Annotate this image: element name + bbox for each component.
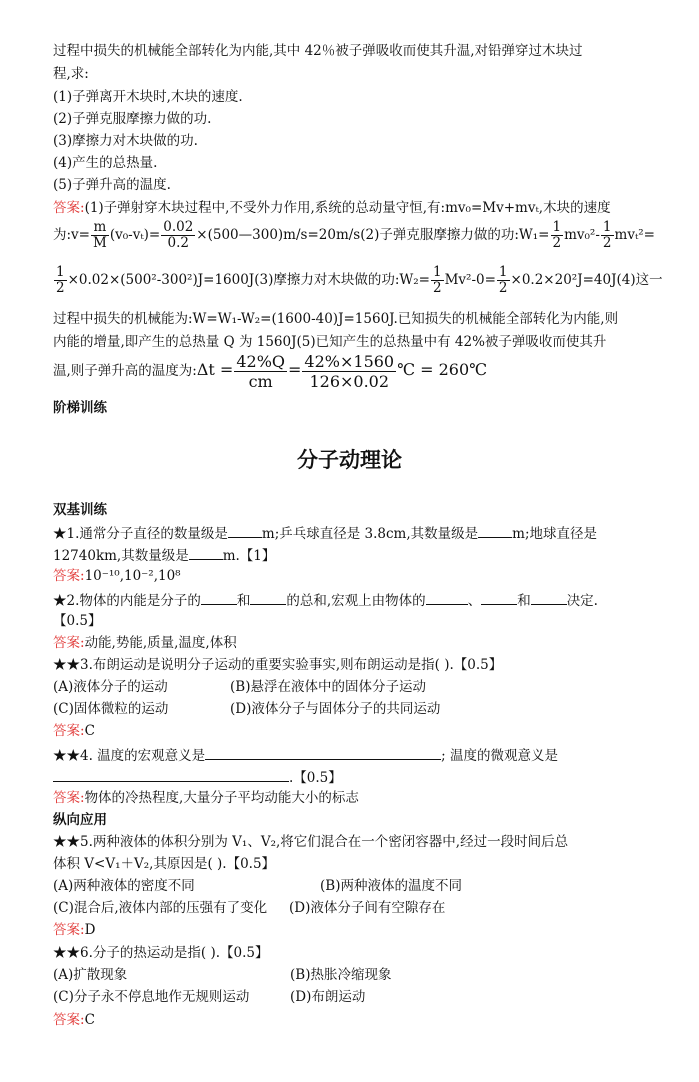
q6-options-row-1 [53,966,653,984]
q4-text-a: ★★4. 温度的宏观意义是 [53,748,206,764]
question-3: (3)摩擦力对木块做的功. [53,133,198,149]
fraction-half-1: $\frac{1}{2}$ [552,219,562,251]
section-apply-heading: 纵向应用 [53,812,107,828]
answer-text: 物体的冷热程度,大量分子平均动能大小的标志 [84,790,359,806]
answer-label: 答案: [53,1012,85,1028]
fraction-42q-over-cm: $\frac{42\%Q}{cm}$ [236,352,286,391]
chapter-title: 分子动理论 [297,448,402,472]
blank [201,590,237,605]
option-c: (C)固体微粒的运动 [53,701,169,717]
solution-line-3 [53,264,663,296]
fraction-half-5: $\frac{1}{2}$ [498,264,508,296]
q4-line-1 [53,745,653,765]
q2-text-a: ★2.物体的内能是分子的 [53,593,201,609]
q1-text-e: m.【1】 [222,548,276,564]
q4-line-2 [53,767,653,787]
q5-answer [53,921,653,939]
equals-sign: = [288,360,302,379]
q2-line-2: 【0.5】 [53,613,102,629]
q2-text-d: 、 [467,593,482,609]
section-basic-heading: 双基训练 [53,502,107,518]
q5-stem-2: 体积 V<V₁＋V₂,其原因是( ).【0.5】 [53,856,276,872]
option-d: (D)液体分子间有空隙存在 [289,900,446,916]
q1-answer [53,567,653,585]
option-d: (D)布朗运动 [290,989,366,1005]
q1-text-a: ★1.通常分子直径的数量级是 [53,526,228,542]
solution-text-1: (1)子弹射穿木块过程中,不受外力作用,系统的总动量守恒,有:mv₀=Mv+mvₜ,木块的速度 [84,200,611,216]
question-1: (1)子弹离开木块时,木块的速度. [53,89,243,105]
solution-w2-text: ×0.02×(500²-300²)J=1600J(3)摩擦力对木块做的功:W₂= [67,272,430,288]
q1-line-2 [53,545,653,565]
solution-w1-text: ×(500—300)m/s=20m/s(2)子弹克服摩擦力做的功:W₁= [196,227,550,243]
question-5: (5)子弹升高的温度. [53,177,171,193]
fraction-half-3: $\frac{1}{2}$ [56,264,65,296]
q1-line-1 [53,523,653,543]
question-2: (2)子弹克服摩擦力做的功. [53,111,212,127]
solution-mv0: mv₀²- [564,227,600,243]
solution-v-mid: (v₀-vₜ)= [109,227,161,243]
section-ladder-heading: 阶梯训练 [53,400,107,416]
temperature-result: ℃ = 260℃ [397,360,488,379]
option-a: (A)两种液体的密度不同 [53,878,195,894]
q3-stem: ★★3.布朗运动是说明分子运动的重要实验事实,则布朗运动是指( ).【0.5】 [53,657,503,673]
q2-text-b: 和 [236,593,251,609]
option-c: (C)分子永不停息地作无规则运动 [53,989,250,1005]
q2-answer [53,634,653,652]
fraction-mass-ratio: $\frac{0.02}{0.2}$ [163,219,194,251]
solution-mv2: Mv²-0= [444,272,496,288]
q5-options-row-2 [53,899,653,917]
blank [481,590,517,605]
solution-w2-result: ×0.2×20²J=40J(4)这一 [510,272,663,288]
q3-answer [53,722,653,740]
q1-text-d: 12740km,其数量级是 [53,548,189,564]
blank [53,767,289,782]
solution-line-1 [53,199,653,217]
answer-label: 答案: [53,568,85,584]
q6-options-row-2 [53,988,653,1006]
blank [205,745,441,760]
option-b: (B)热胀冷缩现象 [290,967,392,983]
blank [478,523,512,538]
answer-text: 10⁻¹⁰,10⁻²,10⁸ [84,568,181,584]
option-d: (D)液体分子与固体分子的共同运动 [230,701,441,717]
solution-line-6 [53,352,653,391]
solution-line-5: 内能的增量,即产生的总热量 Q 为 1560J(5)已知产生的总热量中有 42%被子弹吸收而使其升 [53,334,607,350]
fraction-numeric: $\frac{42\%\times 1560}{126\times 0.02}$ [304,352,395,391]
q2-text-e: 和 [517,593,531,609]
q4-text-b: ; 温度的微观意义是 [441,748,559,764]
solution-line-4: 过程中损失的机械能为:W=W₁-W₂=(1600-40)J=1560J.已知损失的机械能全部转化为内能,则 [53,311,619,327]
blank [250,590,286,605]
question-4: (4)产生的总热量. [53,155,158,171]
fraction-half-4: $\frac{1}{2}$ [433,264,442,296]
q1-text-c: m;地球直径是 [512,526,598,542]
problem-line-2: 程,求: [53,66,89,82]
q1-text-b: m;乒乓球直径是 3.8cm,其数量级是 [261,526,479,542]
option-c: (C)混合后,液体内部的压强有了变化 [53,900,268,916]
blank [531,590,567,605]
solution-line-2 [53,220,653,251]
q5-options-row-1 [53,877,653,895]
answer-text: D [84,922,96,938]
fraction-half-2: $\frac{1}{2}$ [602,219,612,251]
option-a: (A)液体分子的运动 [53,679,168,695]
problem-line-1: 过程中损失的机械能全部转化为内能,其中 42％被子弹吸收而使其升温,对铅弹穿过木块过 [53,43,583,59]
answer-text: C [84,1012,95,1028]
answer-label: 答案: [53,922,85,938]
delta-t-symbol: Δt = [196,360,234,379]
solution-v-prefix: 为:v= [53,227,90,243]
q3-options-row-1 [53,678,653,696]
q6-stem: ★★6.分子的热运动是指( ).【0.5】 [53,945,269,961]
answer-label: 答案: [53,723,85,739]
q2-text-c: 的总和,宏观上由物体的 [286,593,426,609]
q4-answer [53,789,653,807]
solution-temp-prefix: 温,则子弹升高的温度为: [53,363,197,379]
option-b: (B)两种液体的温度不同 [320,878,462,894]
option-a: (A)扩散现象 [53,967,128,983]
q6-answer [53,1011,653,1029]
blank [426,590,468,605]
answer-label: 答案: [53,200,85,216]
answer-text: C [84,723,95,739]
fraction-m-over-M: $\frac{m}{M}$ [93,219,107,251]
solution-mvt: mvₜ²= [614,227,655,243]
blank [228,523,262,538]
answer-label: 答案: [53,635,85,651]
blank [189,545,223,560]
q4-text-c: .【0.5】 [289,770,342,786]
option-b: (B)悬浮在液体中的固体分子运动 [230,679,426,695]
q3-options-row-2 [53,700,653,718]
q2-line-1 [53,590,653,610]
q5-stem-1: ★★5.两种液体的体积分别为 V₁、V₂,将它们混合在一个密闭容器中,经过一段时间后总 [53,834,569,850]
q2-text-f: 决定. [566,593,598,609]
answer-text: 动能,势能,质量,温度,体积 [84,635,237,651]
answer-label: 答案: [53,790,85,806]
